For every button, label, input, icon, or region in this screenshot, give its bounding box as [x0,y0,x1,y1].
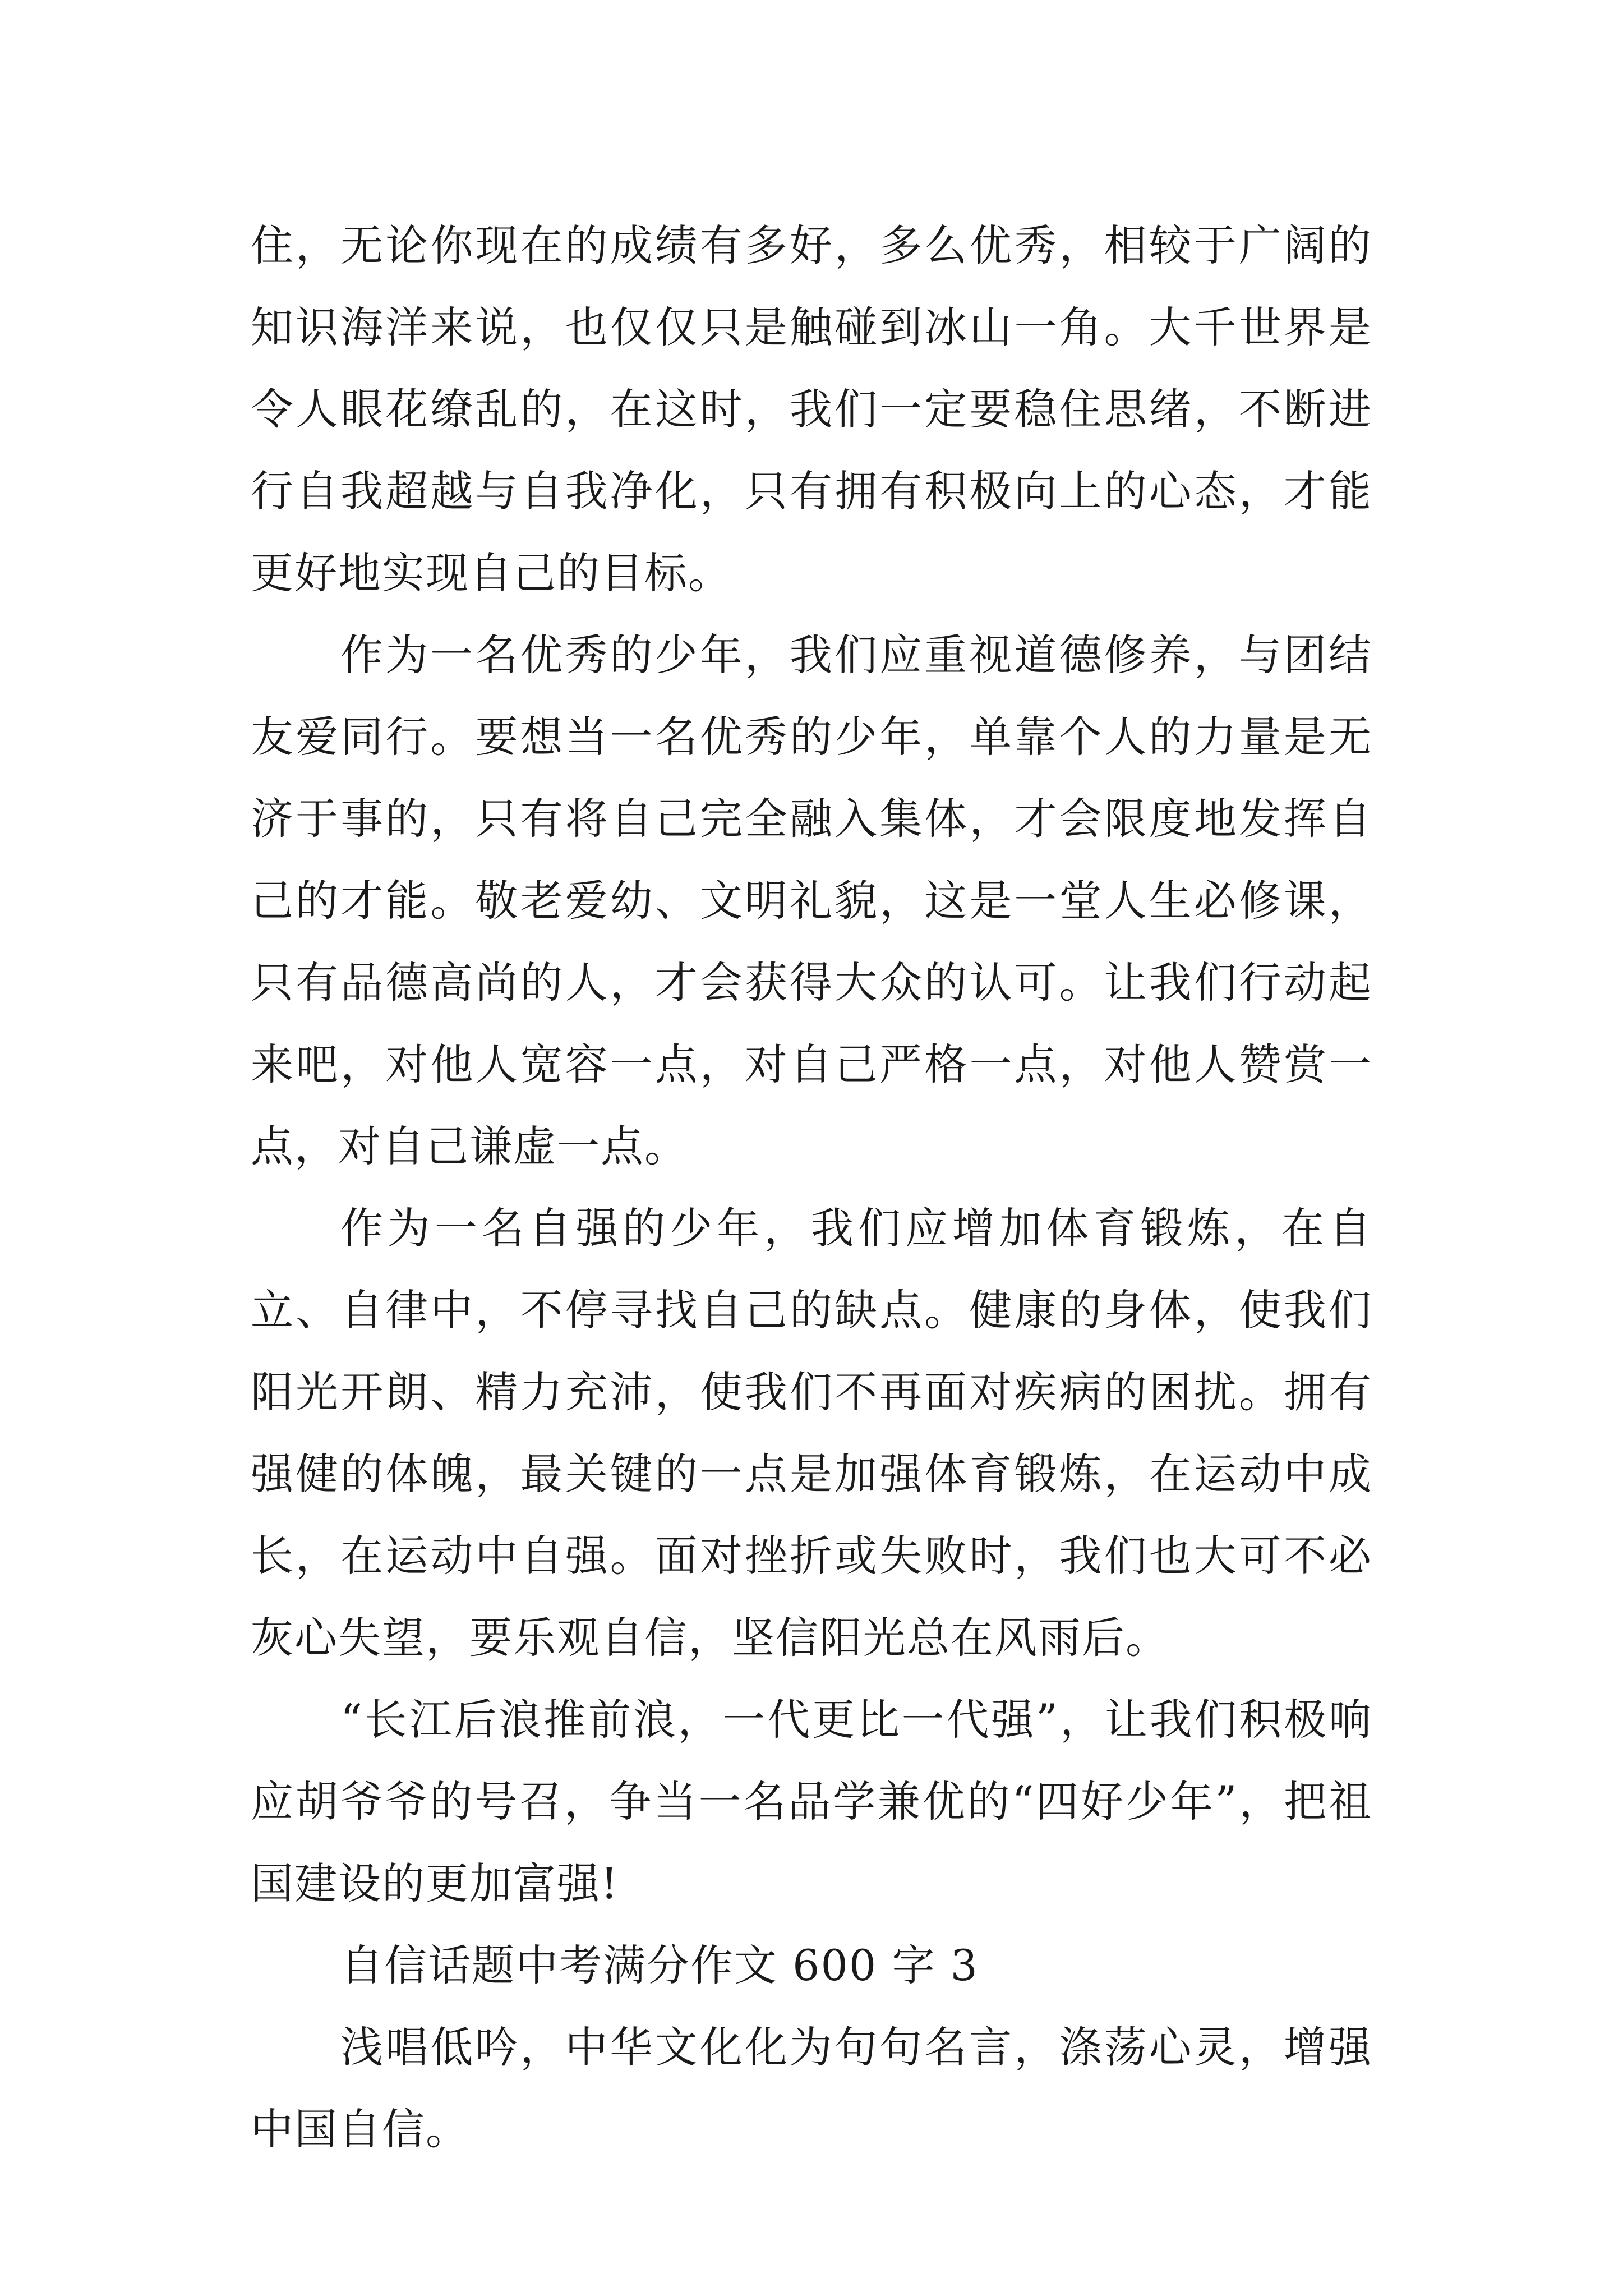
paragraph-call-to-action: “长江后浪推前浪，一代更比一代强”，让我们积极响应胡爷爷的号召，争当一名品学兼优的“四好少年”，把祖国建设的更加富强! [251,1695,1372,1908]
paragraph-continued: 住，无论你现在的成绩有多好，多么优秀，相较于广阔的知识海洋来说，也仅仅只是触碰到冰山一角。大千世界是令人眼花缭乱的，在这时，我们一定要稳住思绪，不断进行自我超越与自我净化，只有拥有积极向上的心态，才能更好地实现自己的目标。 [251,220,1372,598]
paragraph-excellent-youth: 作为一名优秀的少年，我们应重视道德修养，与团结友爱同行。要想当一名优秀的少年，单靠个人的力量是无济于事的，只有将自己完全融入集体，才会限度地发挥自己的才能。敬老爱幼、文明礼貌，这是一堂人生必修课，只有品德高尚的人，才会获得大众的认可。让我们行动起来吧，对他人宽容一点，对自己严格一点，对他人赞赏一点，对自己谦虚一点。 [251,630,1372,1171]
section-title: 自信话题中考满分作文 600 字 3 [340,1940,979,1990]
paragraph-self-strengthening-youth: 作为一名自强的少年，我们应增加体育锻炼，在自立、自律中，不停寻找自己的缺点。健康的身体，使我们阳光开朗、精力充沛，使我们不再面对疾病的困扰。拥有强健的体魄，最关键的一点是加强体育锻炼，在运动中成长，在运动中自强。面对挫折或失败时，我们也大可不必灰心失望，要乐观自信，坚信阳光总在风雨后。 [251,1203,1372,1663]
document-body [251,205,1372,2170]
paragraph-chinese-culture: 浅唱低吟，中华文化化为句句名言，涤荡心灵，增强中国自信。 [251,2022,1372,2154]
